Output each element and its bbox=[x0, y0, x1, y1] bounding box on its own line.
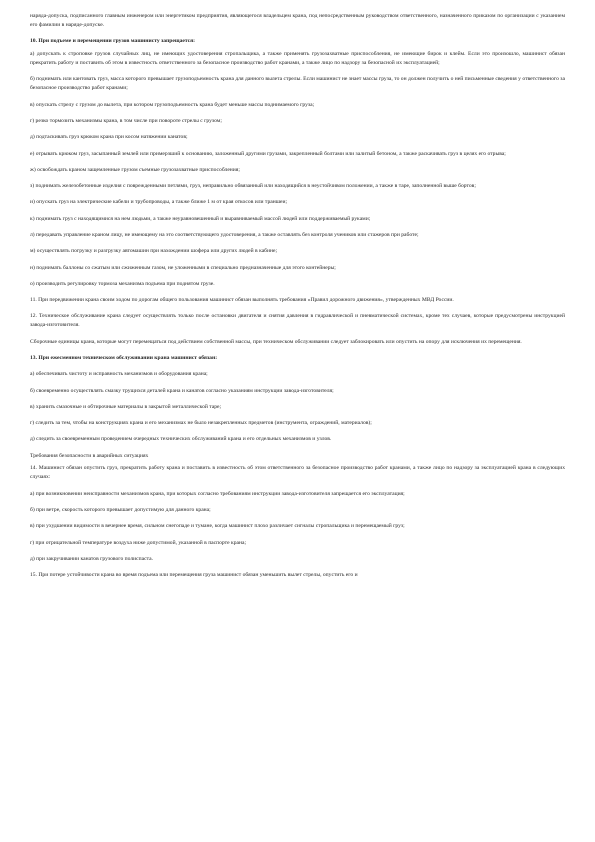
clause-13-heading: 13. При ежесменном техническом обслуживании крана машинист обязан: bbox=[30, 355, 218, 362]
clause-11: 11. При передвижении крана своим ходом по дорогам общего пользования машинист обязан выполнять требования «Правил дорожного движения», утвержденных МВД России. bbox=[30, 297, 454, 304]
clause-12-continuation: Сборочные единицы крана, которые могут перемещаться под действием собственной массы, при техническом обслуживании следует заблокировать или опустить на опору для исключения их перемещения. bbox=[30, 338, 522, 345]
clause-10-item-m: м) осуществлять погрузку и разгрузку автомашин при нахождении шофера или других людей в кабине; bbox=[30, 248, 278, 255]
clause-10-heading: 10. При подъеме и перемещении грузов машинисту запрещается: bbox=[30, 38, 196, 45]
clause-10-item-zh: ж) освобождать краном защемленные грузом съемные грузозахватные приспособления; bbox=[30, 166, 240, 173]
clause-13-item-a: а) обеспечивать чистоту и исправность механизмов и оборудования крана; bbox=[30, 371, 208, 378]
clause-10-item-k: к) поднимать груз с находящимися на нем людьми, а также неуравновешенный и выравниваемый массой людей или поддерживаемый руками; bbox=[30, 215, 371, 222]
clause-10-item-i: и) опускать груз на электрические кабели и трубопроводы, а также ближе 1 м от края откосов или траншеи; bbox=[30, 199, 288, 206]
clause-10-item-n: н) поднимать баллоны со сжатым или сжиженным газом, не уложенными в специально предназначенные для этого контейнеры; bbox=[30, 264, 336, 271]
clause-13-item-d: д) следить за своевременным проведением очередных технических обслуживаний крана и его отдельных механизмов и узлов. bbox=[30, 436, 332, 443]
clause-14: 14. Машинист обязан опустить груз, прекратить работу крана и поставить в известность об этом ответственного за безопасное производство работ кранами, а также лицо по надзору за эксплуатацией крана в следующих случаях: bbox=[30, 465, 565, 481]
clause-10-item-v: в) опускать стрелу с грузом до вылета, при котором грузоподъемность крана будет меньше массы поднимаемого груза; bbox=[30, 101, 315, 108]
section-heading-emergency: Требования безопасности в аварийных ситуациях bbox=[30, 452, 149, 459]
clause-13-item-g: г) следить за тем, чтобы на конструкциях крана и его механизмах не было незакрепленных предметов (инструмента, ограждений, материалов); bbox=[30, 420, 372, 427]
clause-10-item-e: е) отрывать крюком груз, засыпанный землей или примерзший к основанию, заложенный другими грузами, закрепленный болтами или залитый бетоном, а также раскачивать груз в целях его отрыва; bbox=[30, 150, 506, 157]
clause-13-item-v: в) хранить смазочные и обтирочные материалы в закрытой металлической таре; bbox=[30, 403, 222, 410]
clause-10-item-o: о) производить регулировку тормоза механизма подъема при поднятом грузе. bbox=[30, 280, 215, 287]
clause-10-item-a: а) допускать к строповке грузов случайных лиц, не имеющих удостоверения стропальщика, а также применять грузозахватные приспособления, не имеющие бирок и клейм. Если это произошло, машинист обязан прекратить работу и поставить об этом в известность ответственного за безопасное производство работ кранами, а также лицо по надзору за безопасной их эксплуатацией; bbox=[30, 50, 565, 67]
clause-14-item-a: а) при возникновении неисправности механизмов крана, при которых согласно требованиям инструкции завода-изготовителя запрещается его эксплуатация; bbox=[30, 490, 405, 497]
paragraph-continuation: наряда-допуска, подписанного главным инженером или энергетиком предприятия, являющегося владельцем крана, под непосредственным руководством ответственного, назначенного приказом по организации с указанием его фамилии в наряде-допуске. bbox=[30, 13, 565, 29]
clause-14-item-b: б) при ветре, скорость которого превышает допустимую для данного крана; bbox=[30, 506, 211, 513]
clause-12: 12. Техническое обслуживание крана следует осуществлять только после остановки двигателя и снятия давления в гидравлической и пневматической системах, кроме тех случаев, которые предусмотрены инструкцией завода-изготовителя. bbox=[30, 313, 565, 329]
clause-10-item-b: б) поднимать или кантовать груз, масса которого превышает грузоподъемность крана для данного вылета стрелы. Если машинист не знает массы груза, то он должен получить о ней письменные сведения у ответственного за безопасное производство работ кранами; bbox=[30, 76, 565, 92]
clause-14-item-d: д) при закручивании канатов грузового полиспаста. bbox=[30, 555, 153, 562]
clause-15: 15. При потере устойчивости крана во время подъема или перемещения груза машинист обязан уменьшить вылет стрелы, опустить его и bbox=[30, 572, 358, 579]
clause-10-item-g: г) резко тормозить механизмы крана, в том числе при повороте стрелы с грузом; bbox=[30, 118, 222, 124]
clause-13-item-b: б) своевременно осуществлять смазку трущихся деталей крана и канатов согласно указаниям инструкции завода-изготовителя; bbox=[30, 387, 334, 394]
clause-10-item-d: д) подтаскивать груз крюком крана при косом натяжении канатов; bbox=[30, 134, 188, 141]
clause-14-item-v: в) при ухудшении видимости в вечернее время, сильном снегопаде и тумане, когда машинист плохо различает сигналы стропальщика и перемещаемый груз; bbox=[30, 523, 405, 530]
clause-10-item-l: л) передавать управление краном лицу, не имеющему на это соответствующего удостоверения, а также оставлять без контроля учеников или стажеров при работе; bbox=[30, 231, 419, 238]
clause-10-item-z: з) поднимать железобетонные изделия с поврежденными петлями, груз, неправильно обвязанный или находящийся в неустойчивом положении, а также в таре, заполненной выше бортов; bbox=[30, 183, 476, 190]
document-page bbox=[30, 12, 565, 587]
clause-14-item-g: г) при отрицательной температуре воздуха ниже допустимой, указанной в паспорте крана; bbox=[30, 539, 247, 546]
